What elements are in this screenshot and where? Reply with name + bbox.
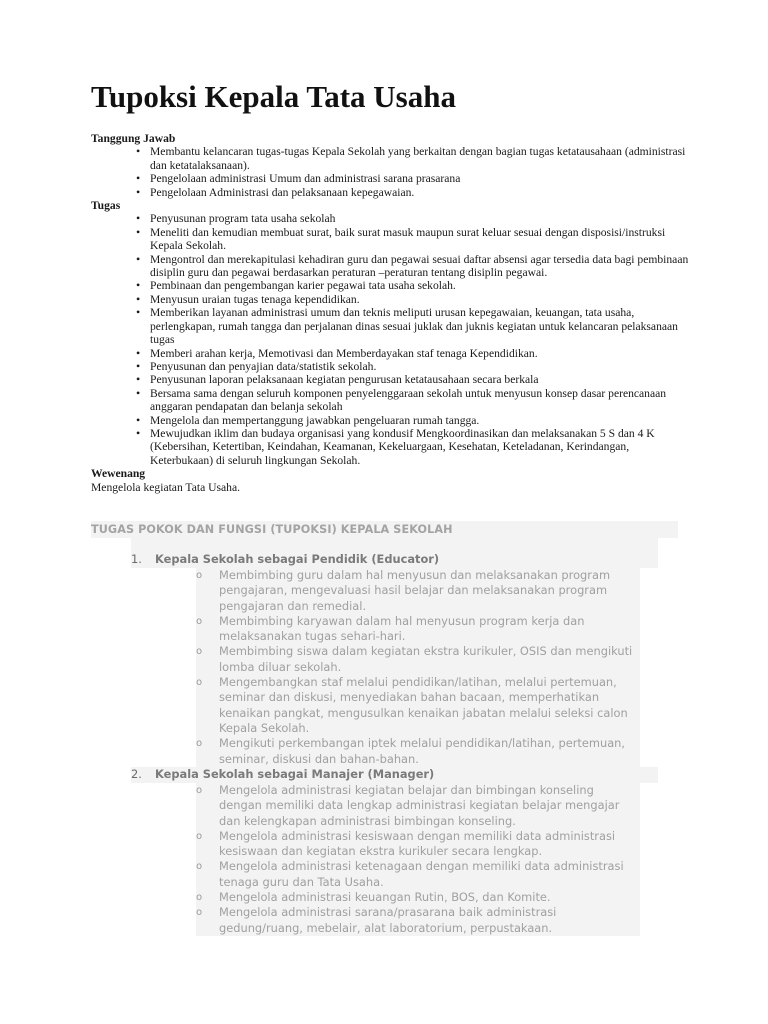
list-item: • Pengelolaan administrasi Umum dan administrasi sarana prasarana — [136, 172, 691, 185]
list-item: o Mengelola administrasi keuangan Rutin, BOS, dan Komite. — [196, 890, 551, 905]
list-item: o Mengelola administrasi sarana/prasarana baik administrasi gedung/ruang, mebelair, alat laboratorium, perpustakaan. — [196, 905, 557, 935]
list-item: • Mengelola dan mempertanggung jawabkan pengeluaran rumah tangga. — [136, 414, 691, 427]
tugas-heading: Tugas — [91, 199, 121, 213]
tanggung-jawab-list — [91, 145, 691, 199]
circle-bullet-icon: o — [196, 907, 203, 919]
circle-bullet-icon: o — [196, 677, 203, 689]
list-item: o Membimbing siswa dalam kegiatan ekstra kurikuler, OSIS dan mengikuti lomba diluar sekolah. — [196, 644, 633, 674]
educator-list — [196, 568, 636, 767]
list-item: • Mengontrol dan merekapitulasi kehadiran guru dan pegawai sesuai daftar absensi agar tersedia data bagi pembinaan disiplin guru dan pegawai berdasarkan peraturan –peraturan tentang disiplin pegawai. — [136, 253, 691, 280]
circle-bullet-icon: o — [196, 785, 203, 796]
manager-list — [196, 783, 636, 936]
list-item: o Mengelola administrasi kesiswaan dengan memiliki data administrasi kesiswaan dan kegiatan ekstra kurikuler secara lengkap. — [196, 828, 616, 859]
list-item: o Membimbing guru dalam hal menyusun dan melaksanakan program pengajaran, mengevaluasi hasil belajar dan melaksanakan program pengajaran dan remedial. — [196, 568, 611, 613]
list-item: • Memberikan layanan administrasi umum dan teknis meliputi urusan kepegawaian, keuangan, tata usaha, perlengkapan, rumah tangga dan perjalanan dinas sesuai juklak dan juknis kegiatan untuk kelancaran pelaksanaan tugas — [136, 306, 691, 346]
circle-bullet-icon: o — [196, 738, 203, 750]
section-label: Kepala Sekolah sebagai Manajer (Manager) — [155, 767, 435, 781]
circle-bullet-icon: o — [196, 830, 203, 842]
list-item: • Penyusunan dan penyajian data/statistik sekolah. — [136, 360, 691, 373]
tugas-list — [91, 212, 691, 467]
list-number: 1. — [131, 552, 142, 566]
tanggung-jawab-heading: Tanggung Jawab — [91, 132, 176, 145]
list-item: • Membantu kelancaran tugas-tugas Kepala Sekolah yang berkaitan dengan bagian tugas ketatausahaan (administrasi dan ketatalaksanaan). — [136, 145, 691, 172]
list-item: • Pengelolaan Administrasi dan pelaksanaan kepegawaian. — [136, 186, 691, 199]
document-title: Tupoksi Kepala Tata Usaha — [91, 79, 456, 114]
list-item: • Memberi arahan kerja, Memotivasi dan Memberdayakan staf tenaga Kependidikan. — [136, 347, 691, 360]
list-item: • Mewujudkan iklim dan budaya organisasi yang kondusif Mengkoordinasikan dan melaksanakan 5 S dan 4 K (Kebersihan, Ketertiban, Keindahan, Keamanan, Kekeluargaan, Kesehatan, Keteladanan, Kerindangan, Keterbukaan) di seluruh lingkungan Sekolah. — [136, 427, 691, 467]
circle-bullet-icon: o — [196, 570, 203, 581]
wewenang-text: Mengelola kegiatan Tata Usaha. — [91, 480, 240, 494]
list-item: • Pembinaan dan pengembangan karier pegawai tata usaha sekolah. — [136, 279, 691, 292]
list-item: o Membimbing karyawan dalam hal menyusun program kerja dan melaksanakan tugas sehari-hari. — [196, 613, 585, 644]
list-item: • Menyusun uraian tugas tenaga kependidikan. — [136, 293, 691, 306]
wewenang-heading: Wewenang — [91, 467, 146, 481]
section-educator-title — [131, 552, 439, 567]
list-item: o Mengelola administrasi ketenagaan dengan memiliki data administrasi tenaga guru dan Tata Usaha. — [196, 859, 624, 889]
circle-bullet-icon: o — [196, 615, 203, 627]
list-number: 2. — [131, 767, 142, 781]
circle-bullet-icon: o — [196, 861, 203, 873]
section-label: Kepala Sekolah sebagai Pendidik (Educator) — [155, 552, 440, 566]
circle-bullet-icon: o — [196, 646, 203, 658]
section-manager-title — [131, 767, 434, 782]
list-item: • Penyusunan laporan pelaksanaan kegiatan pengurusan ketatausahaan secara berkala — [136, 373, 691, 386]
list-item: • Bersama sama dengan seluruh komponen penyelenggaraan sekolah untuk menyusun konsep dasar perencanaan anggaran pendapatan dan belanja sekolah — [136, 387, 691, 414]
tupoksi-kepsek-heading: TUGAS POKOK DAN FUNGSI (TUPOKSI) KEPALA SEKOLAH — [91, 523, 453, 536]
list-item: o Mengelola administrasi kegiatan belajar dan bimbingan konseling dengan memiliki data lengkap administrasi kegiatan belajar mengajar dan kelengkapan administrasi bimbingan konseling. — [196, 783, 620, 828]
list-item: o Mengikuti perkembangan iptek melalui pendidikan/latihan, pertemuan, seminar, diskusi dan bahan-bahan. — [196, 736, 626, 766]
circle-bullet-icon: o — [196, 892, 203, 904]
list-item: • Meneliti dan kemudian membuat surat, baik surat masuk maupun surat keluar sesuai dengan disposisi/instruksi Kepala Sekolah. — [136, 226, 691, 253]
list-item: o Mengembangkan staf melalui pendidikan/latihan, melalui pertemuan, seminar dan diskusi, menyediakan bahan bacaan, memperhatikan kenaikan pangkat, mengusulkan kenaikan jabatan melalui seleksi calon Kepala Sekolah. — [196, 675, 628, 735]
tupoksi-ktu-body — [91, 132, 691, 494]
list-item: • Penyusunan program tata usaha sekolah — [136, 212, 691, 225]
